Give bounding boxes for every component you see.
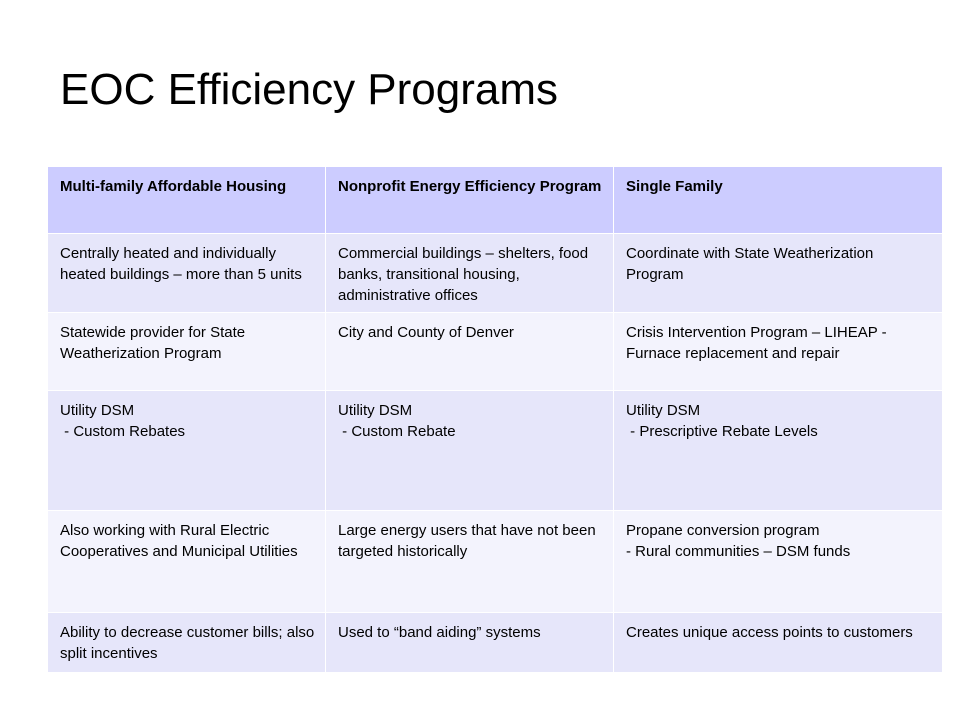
table-cell: [48, 313, 326, 391]
cell-line: Utility DSM: [338, 402, 413, 419]
table-cell: [326, 511, 614, 613]
table-cell: [48, 391, 326, 511]
header-multi-family: Multi-family Affordable Housing: [48, 167, 326, 234]
cell-line: Large energy users that have not been targeted historically: [338, 522, 600, 560]
cell-line: Statewide provider for State Weatherization Program: [60, 324, 250, 362]
cell-line: - Custom Rebates: [60, 423, 186, 440]
cell-line: Used to “band aiding” systems: [338, 624, 541, 641]
table-cell: [614, 313, 943, 391]
header-single-family: Single Family: [614, 167, 943, 234]
table-header-row: [48, 167, 943, 234]
table-cell: [326, 234, 614, 313]
cell-line: - Prescriptive Rebate Levels: [626, 423, 818, 440]
table-cell: [48, 234, 326, 313]
table-cell: [48, 511, 326, 613]
table-row: [48, 613, 943, 673]
table-row: [48, 391, 943, 511]
table-row: [48, 313, 943, 391]
cell-line: Propane conversion program: [626, 522, 820, 539]
cell-line: Centrally heated and individually heated buildings – more than 5 units: [60, 245, 302, 283]
cell-line: Crisis Intervention Program – LIHEAP - Furnace replacement and repair: [626, 324, 891, 362]
cell-line: - Rural communities – DSM funds: [626, 543, 851, 560]
table-row: [48, 234, 943, 313]
cell-line: Utility DSM: [60, 402, 135, 419]
header-nonprofit: Nonprofit Energy Efficiency Program: [326, 167, 614, 234]
cell-line: Creates unique access points to customers: [626, 624, 913, 641]
cell-line: Coordinate with State Weatherization Program: [626, 245, 878, 283]
programs-table: [47, 166, 943, 673]
table-cell: [326, 391, 614, 511]
cell-line: City and County of Denver: [338, 324, 514, 341]
cell-line: Utility DSM: [626, 402, 701, 419]
table-cell: [326, 313, 614, 391]
table-cell: [48, 613, 326, 673]
cell-line: Ability to decrease customer bills; also split incentives: [60, 624, 319, 662]
table-cell: [614, 613, 943, 673]
table-cell: [326, 613, 614, 673]
table-cell: [614, 391, 943, 511]
slide-title: EOC Efficiency Programs: [60, 65, 559, 114]
cell-line: - Custom Rebate: [338, 423, 456, 440]
cell-line: Commercial buildings – shelters, food banks, transitional housing, administrative offices: [338, 245, 593, 304]
table-cell: [614, 234, 943, 313]
table-row: [48, 511, 943, 613]
cell-line: Also working with Rural Electric Cooperatives and Municipal Utilities: [60, 522, 298, 560]
table-cell: [614, 511, 943, 613]
